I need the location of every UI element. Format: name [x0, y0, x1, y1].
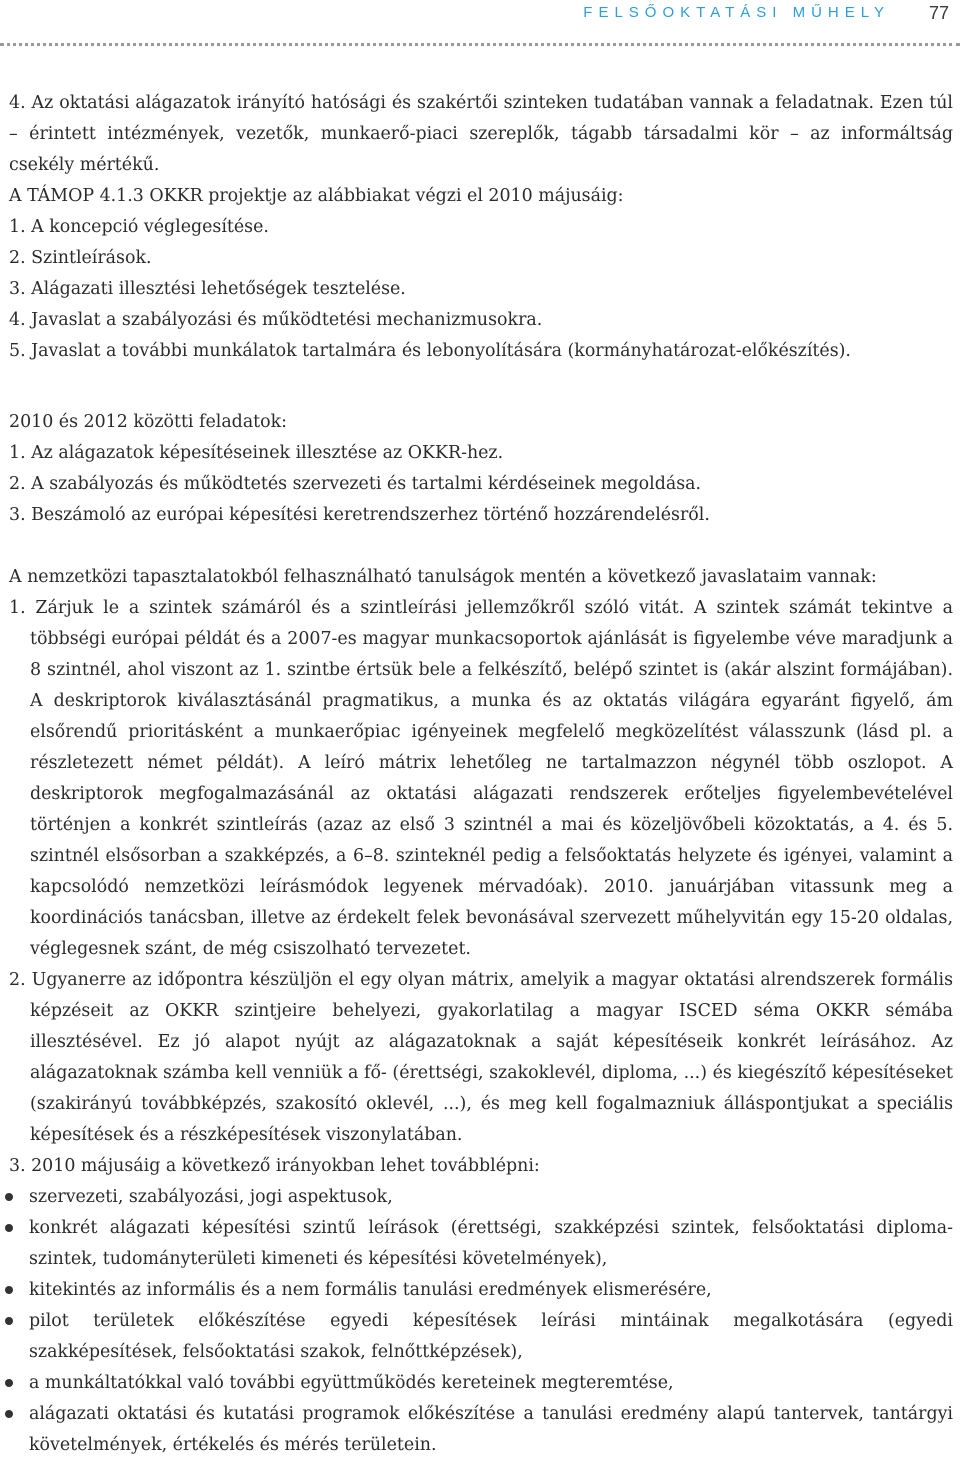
bullet-item [0, 1368, 960, 1399]
bullet-icon [5, 1379, 13, 1387]
bullet-item [0, 1399, 960, 1461]
bullet-icon [5, 1193, 13, 1201]
proposal-item: 3. 2010 májusáig a következő irányokban lehet továbblépni: [9, 1156, 540, 1176]
header-dotted-rule [0, 43, 960, 46]
proposals-section [0, 562, 960, 1461]
task-item: 2. A szabályozás és működtetés szervezeti és tartalmi kérdéseinek megoldása. [9, 474, 702, 494]
tamop-intro: A TÁMOP 4.1.3 OKKR projektje az alábbiakat végzi el 2010 májusáig: [9, 186, 624, 206]
section-2010-2012 [0, 407, 960, 531]
bullet-text: kitekintés az informális és a nem formális tanulási eredmények elismerésére, [29, 1280, 712, 1300]
running-title: FELSŐOKTATÁSI MŰHELY [583, 4, 890, 21]
proposal-item: 1. Zárjuk le a szintek számáról és a szintleírási jellemzőkről szóló vitát. A szintek számát tekintve a többségi európai példát és a 2007-es magyar munkacsoportok ajánlását is figyelembe véve maradjunk a 8 szintnél, ahol viszont az 1. szintbe értsük bele a felkészítő, belépő szintet is (akár alszint formájában). A deskriptorok kiválasztásánál pragmatikus, a munka és az oktatás világára egyaránt figyelő, ám elsőrendű prioritásként a munkaerőpiac igényeinek megfelelő megközelítést válasszunk (lásd pl. a részletezett német példát). A leíró mátrix lehetőleg ne tartalmazzon négynél több oszlopot. A deskriptorok megfogalmazásánál az oktatási alágazati rendszerek erőteljes figyelembevételével történjen a konkrét szintleírás (azaz az első 3 szintnél a mai és közeljövőbeli közoktatás, a 4. és 5. szintnél elsősorban a szakképzés, a 6–8. szinteknél pedig a felsőoktatás helyzete és igényei, valamint a kapcsolódó nemzetközi leírásmódok legyenek mérvadóak). 2010. januárjában vitassunk meg a koordinációs tanácsban, illetve az érdekelt felek bevonásával szervezett műhelyvitán egy 15-20 oldalas, véglegesnek szánt, de még csiszolható tervezetet. [9, 598, 953, 959]
bullet-icon [5, 1317, 13, 1325]
page-number: 77 [928, 3, 949, 23]
bullet-item [0, 1306, 960, 1368]
task-item: 1. Az alágazatok képesítéseinek illesztése az OKKR-hez. [9, 443, 504, 463]
bullet-text: a munkáltatókkal való további együttműködés kereteinek megteremtése, [29, 1373, 674, 1393]
task-item: 3. Beszámoló az európai képesítési keretrendszerhez történő hozzárendelésről. [9, 505, 710, 525]
item-4-paragraph: 4. Az oktatási alágazatok irányító hatósági és szakértői szinteken tudatában vannak a feladatnak. Ezen túl – érintett intézmények, vezetők, munkaerő-piaci szereplők, tágabb társadalmi kör – az informáltság csekély mértékű. [9, 93, 953, 175]
tamop-item: 2. Szintleírások. [9, 248, 152, 268]
bullet-icon [5, 1286, 13, 1294]
page-header [0, 0, 960, 46]
tamop-item: 1. A koncepció véglegesítése. [9, 217, 269, 237]
bullet-item [0, 1213, 960, 1275]
proposal-item: 2. Ugyanerre az időpontra készüljön el egy olyan mátrix, amelyik a magyar oktatási alrendszerek formális képzéseit az OKKR szintjeire behelyezi, gyakorlatilag a magyar ISCED séma OKKR sémába illesztésével. Ez jó alapot nyújt az alágazatoknak a saját képesítéseik konkrét leírásához. Az alágazatoknak számba kell venniük a fő- (érettségi, szakoklevél, diploma, ...) és kiegészítő képesítéseket (szakirányú továbbképzés, szakosító oklevél, ...), és meg kell fogalmazniuk álláspontjukat a speciális képesítések és a részképesítések viszonylatában. [9, 970, 953, 1145]
bullet-text: alágazati oktatási és kutatási programok előkészítése a tanulási eredmény alapú tantervek, tantárgyi követelmények, értékelés és mérés területein. [29, 1404, 953, 1455]
section-title: 2010 és 2012 közötti feladatok: [9, 412, 288, 432]
bullet-text: konkrét alágazati képesítési szintű leírások (érettségi, szakképzési szintek, felsőoktatási diploma-szintek, tudományterületi kimeneti és képesítési követelmények), [29, 1218, 953, 1269]
bullet-text: szervezeti, szabályozási, jogi aspektusok, [29, 1187, 393, 1207]
bullet-icon [5, 1410, 13, 1418]
bullet-item [0, 1275, 960, 1306]
tamop-item: 3. Alágazati illesztési lehetőségek tesztelése. [9, 279, 406, 299]
tamop-item: 4. Javaslat a szabályozási és működtetési mechanizmusokra. [9, 310, 543, 330]
bullet-item [0, 1182, 960, 1213]
proposals-intro: A nemzetközi tapasztalatokból felhasználható tanulságok mentén a következő javaslataim vannak: [9, 567, 877, 587]
top-section [0, 88, 960, 367]
bullet-text: pilot területek előkészítése egyedi képesítések leírási mintáinak megalkotására (egyedi szakképesítések, felsőoktatási szakok, felnőttképzések), [29, 1311, 953, 1362]
bullet-icon [5, 1224, 13, 1232]
tamop-item: 5. Javaslat a további munkálatok tartalmára és lebonyolítására (kormányhatározat-előkészítés). [9, 341, 851, 361]
